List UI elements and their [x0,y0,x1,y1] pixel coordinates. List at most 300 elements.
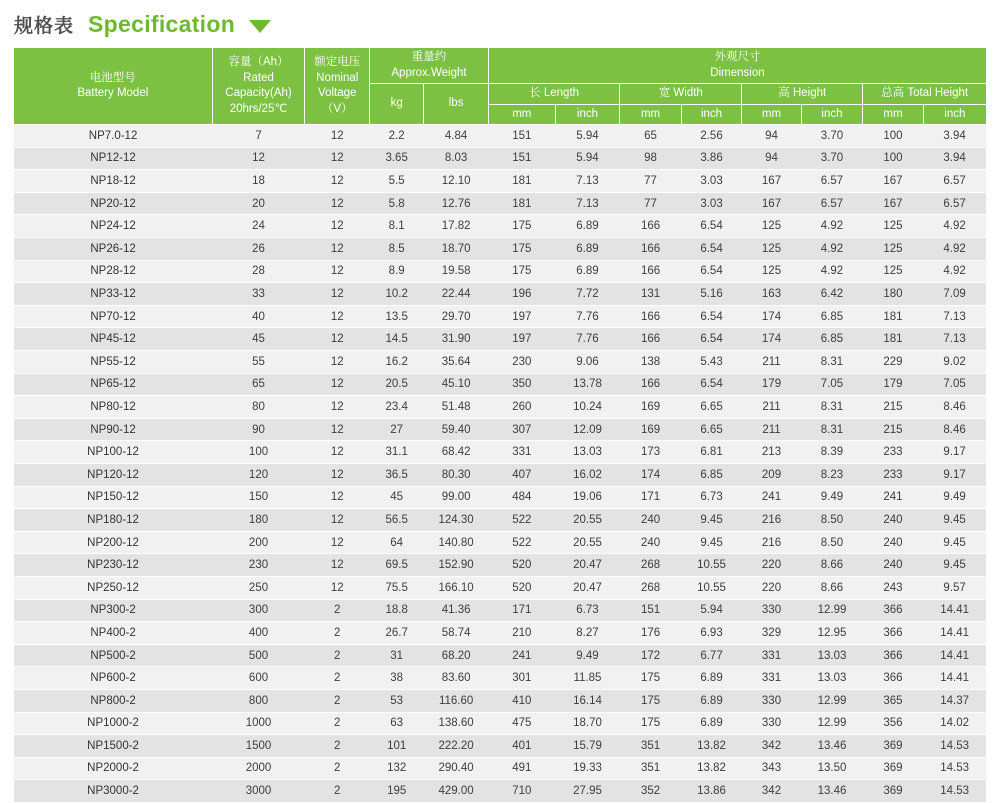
cell-weight-kg: 13.5 [370,305,424,328]
cell-total-height-inch: 7.13 [923,328,986,351]
cell-height-inch: 8.31 [801,418,863,441]
cell-rated-capacity: 55 [212,351,305,374]
cell-total-height-inch: 14.41 [923,622,986,645]
cell-height-mm: 94 [742,125,801,148]
table-row [14,260,986,283]
cell-height-inch: 8.50 [801,509,863,532]
header-capacity-en1: Rated [243,71,274,84]
cell-rated-capacity: 45 [212,328,305,351]
cell-total-height-inch: 4.92 [923,215,986,238]
specification-table [14,48,986,803]
cell-battery-model: NP2000-2 [14,757,212,780]
header-capacity-cn: 容量（Ah） [228,56,289,68]
header-capacity-en2: Capacity(Ah) [225,87,292,100]
cell-length-inch: 5.94 [555,125,620,148]
cell-rated-capacity: 90 [212,418,305,441]
cell-weight-lbs: 8.03 [424,147,489,170]
triangle-down-icon [249,20,271,33]
cell-rated-capacity: 1000 [212,712,305,735]
header-capacity-en3: 20hrs/25℃ [229,102,288,115]
cell-height-mm: 241 [742,486,801,509]
cell-width-mm: 173 [620,441,682,464]
cell-rated-capacity: 230 [212,554,305,577]
table-row [14,418,986,441]
cell-height-mm: 94 [742,147,801,170]
cell-nominal-voltage: 2 [305,780,370,803]
cell-length-inch: 5.94 [555,147,620,170]
cell-length-inch: 16.14 [555,689,620,712]
cell-rated-capacity: 7 [212,125,305,148]
table-row [14,644,986,667]
cell-length-mm: 520 [488,554,555,577]
header-battery-model-cn: 电池型号 [89,71,136,84]
cell-nominal-voltage: 12 [305,396,370,419]
cell-weight-lbs: 19.58 [424,260,489,283]
cell-weight-kg: 31.1 [370,441,424,464]
cell-width-mm: 131 [620,283,682,306]
cell-rated-capacity: 65 [212,373,305,396]
cell-height-inch: 8.23 [801,463,863,486]
cell-length-mm: 491 [488,757,555,780]
header-total-height-inch: inch [923,104,986,125]
cell-length-mm: 230 [488,351,555,374]
cell-total-height-mm: 366 [863,622,923,645]
cell-length-mm: 331 [488,441,555,464]
cell-width-inch: 5.16 [681,283,741,306]
cell-length-inch: 7.13 [555,192,620,215]
cell-height-mm: 174 [742,305,801,328]
table-row [14,441,986,464]
cell-total-height-mm: 369 [863,780,923,803]
cell-width-inch: 3.03 [681,192,741,215]
cell-height-mm: 213 [742,441,801,464]
cell-length-mm: 151 [488,125,555,148]
cell-total-height-inch: 4.92 [923,238,986,261]
cell-width-inch: 9.45 [681,531,741,554]
cell-width-mm: 175 [620,667,682,690]
cell-battery-model: NP70-12 [14,305,212,328]
table-row [14,147,986,170]
cell-width-mm: 166 [620,373,682,396]
cell-height-mm: 216 [742,531,801,554]
cell-total-height-mm: 366 [863,667,923,690]
cell-rated-capacity: 200 [212,531,305,554]
cell-battery-model: NP65-12 [14,373,212,396]
cell-height-mm: 331 [742,644,801,667]
cell-weight-kg: 53 [370,689,424,712]
table-row [14,351,986,374]
cell-width-inch: 6.89 [681,689,741,712]
table-row [14,757,986,780]
table-row [14,328,986,351]
cell-length-mm: 484 [488,486,555,509]
header-dimension [488,48,986,84]
cell-width-inch: 6.65 [681,418,741,441]
cell-width-mm: 268 [620,554,682,577]
cell-battery-model: NP200-12 [14,531,212,554]
cell-battery-model: NP800-2 [14,689,212,712]
cell-battery-model: NP600-2 [14,667,212,690]
cell-total-height-inch: 9.57 [923,576,986,599]
cell-length-mm: 301 [488,667,555,690]
cell-weight-lbs: 59.40 [424,418,489,441]
cell-total-height-mm: 366 [863,599,923,622]
cell-total-height-mm: 369 [863,735,923,758]
cell-nominal-voltage: 12 [305,305,370,328]
cell-battery-model: NP250-12 [14,576,212,599]
cell-width-inch: 6.81 [681,441,741,464]
cell-nominal-voltage: 12 [305,147,370,170]
cell-total-height-mm: 233 [863,441,923,464]
cell-rated-capacity: 28 [212,260,305,283]
cell-total-height-inch: 9.17 [923,463,986,486]
cell-rated-capacity: 800 [212,689,305,712]
cell-height-mm: 179 [742,373,801,396]
cell-rated-capacity: 150 [212,486,305,509]
cell-height-mm: 330 [742,712,801,735]
cell-weight-kg: 14.5 [370,328,424,351]
cell-length-mm: 522 [488,531,555,554]
cell-weight-kg: 16.2 [370,351,424,374]
header-weight-kg: kg [370,84,424,125]
cell-battery-model: NP33-12 [14,283,212,306]
cell-width-mm: 166 [620,305,682,328]
table-row [14,125,986,148]
cell-weight-lbs: 222.20 [424,735,489,758]
cell-weight-kg: 20.5 [370,373,424,396]
cell-width-mm: 351 [620,735,682,758]
cell-height-mm: 209 [742,463,801,486]
cell-width-inch: 6.54 [681,305,741,328]
cell-total-height-mm: 180 [863,283,923,306]
cell-height-inch: 6.57 [801,192,863,215]
cell-height-inch: 8.66 [801,554,863,577]
table-header [14,48,986,125]
cell-height-mm: 220 [742,576,801,599]
cell-length-inch: 20.47 [555,554,620,577]
cell-weight-kg: 75.5 [370,576,424,599]
cell-weight-kg: 5.5 [370,170,424,193]
cell-width-inch: 6.54 [681,215,741,238]
table-row [14,486,986,509]
cell-width-mm: 172 [620,644,682,667]
cell-length-inch: 12.09 [555,418,620,441]
cell-rated-capacity: 300 [212,599,305,622]
header-rated-capacity [212,48,305,125]
cell-width-inch: 6.77 [681,644,741,667]
cell-total-height-mm: 125 [863,215,923,238]
cell-nominal-voltage: 2 [305,599,370,622]
cell-height-inch: 3.70 [801,147,863,170]
cell-weight-kg: 132 [370,757,424,780]
cell-width-inch: 6.54 [681,238,741,261]
cell-length-mm: 151 [488,147,555,170]
table-row [14,463,986,486]
table-row [14,509,986,532]
cell-battery-model: NP28-12 [14,260,212,283]
cell-length-mm: 175 [488,238,555,261]
header-length: 长 Length [488,84,619,105]
cell-total-height-mm: 125 [863,238,923,261]
cell-weight-lbs: 29.70 [424,305,489,328]
cell-length-inch: 13.03 [555,441,620,464]
cell-width-inch: 6.54 [681,260,741,283]
cell-weight-kg: 36.5 [370,463,424,486]
cell-height-inch: 8.31 [801,351,863,374]
cell-nominal-voltage: 12 [305,441,370,464]
cell-weight-kg: 10.2 [370,283,424,306]
cell-length-inch: 20.55 [555,531,620,554]
cell-rated-capacity: 80 [212,396,305,419]
cell-length-inch: 20.55 [555,509,620,532]
cell-weight-kg: 69.5 [370,554,424,577]
cell-battery-model: NP3000-2 [14,780,212,803]
table-row [14,599,986,622]
cell-total-height-mm: 229 [863,351,923,374]
cell-weight-lbs: 166.10 [424,576,489,599]
cell-weight-kg: 23.4 [370,396,424,419]
cell-nominal-voltage: 12 [305,238,370,261]
cell-total-height-mm: 243 [863,576,923,599]
cell-battery-model: NP180-12 [14,509,212,532]
cell-nominal-voltage: 12 [305,509,370,532]
cell-width-inch: 5.94 [681,599,741,622]
cell-width-mm: 166 [620,215,682,238]
cell-total-height-inch: 3.94 [923,125,986,148]
cell-height-inch: 4.92 [801,260,863,283]
cell-total-height-mm: 233 [863,463,923,486]
cell-width-mm: 166 [620,328,682,351]
table-row [14,735,986,758]
header-battery-model-en: Battery Model [77,87,149,100]
cell-battery-model: NP400-2 [14,622,212,645]
cell-total-height-mm: 369 [863,757,923,780]
cell-width-mm: 175 [620,689,682,712]
cell-height-inch: 12.99 [801,712,863,735]
cell-width-inch: 9.45 [681,509,741,532]
cell-height-mm: 330 [742,599,801,622]
cell-nominal-voltage: 12 [305,486,370,509]
table-row [14,283,986,306]
cell-length-inch: 7.76 [555,328,620,351]
cell-total-height-mm: 125 [863,260,923,283]
cell-length-mm: 175 [488,260,555,283]
cell-height-inch: 4.92 [801,238,863,261]
header-row-1 [14,48,986,84]
cell-weight-lbs: 45.10 [424,373,489,396]
cell-total-height-mm: 366 [863,644,923,667]
cell-weight-lbs: 99.00 [424,486,489,509]
cell-battery-model: NP1500-2 [14,735,212,758]
table-row [14,373,986,396]
cell-total-height-mm: 167 [863,192,923,215]
cell-length-inch: 16.02 [555,463,620,486]
cell-nominal-voltage: 12 [305,328,370,351]
cell-height-mm: 216 [742,509,801,532]
cell-length-inch: 6.73 [555,599,620,622]
cell-total-height-mm: 215 [863,396,923,419]
cell-weight-lbs: 31.90 [424,328,489,351]
cell-width-inch: 2.56 [681,125,741,148]
cell-width-inch: 6.65 [681,396,741,419]
cell-width-mm: 98 [620,147,682,170]
cell-length-inch: 6.89 [555,215,620,238]
cell-weight-lbs: 41.36 [424,599,489,622]
cell-total-height-inch: 9.45 [923,509,986,532]
cell-weight-lbs: 138.60 [424,712,489,735]
cell-weight-kg: 195 [370,780,424,803]
cell-total-height-inch: 7.05 [923,373,986,396]
cell-height-mm: 163 [742,283,801,306]
cell-length-mm: 175 [488,215,555,238]
cell-length-mm: 241 [488,644,555,667]
cell-rated-capacity: 18 [212,170,305,193]
cell-total-height-mm: 100 [863,125,923,148]
cell-length-mm: 197 [488,328,555,351]
cell-nominal-voltage: 2 [305,667,370,690]
cell-weight-lbs: 116.60 [424,689,489,712]
cell-weight-kg: 38 [370,667,424,690]
cell-length-inch: 27.95 [555,780,620,803]
header-height-mm: mm [742,104,801,125]
cell-weight-lbs: 124.30 [424,509,489,532]
cell-length-mm: 196 [488,283,555,306]
cell-battery-model: NP26-12 [14,238,212,261]
cell-weight-kg: 8.1 [370,215,424,238]
cell-weight-lbs: 429.00 [424,780,489,803]
cell-total-height-inch: 4.92 [923,260,986,283]
cell-length-mm: 181 [488,170,555,193]
cell-height-inch: 6.85 [801,305,863,328]
cell-height-inch: 8.31 [801,396,863,419]
cell-total-height-inch: 14.53 [923,780,986,803]
page-title-cn: 规格表 [14,15,75,37]
cell-width-inch: 13.82 [681,735,741,758]
cell-total-height-inch: 6.57 [923,170,986,193]
cell-length-inch: 11.85 [555,667,620,690]
cell-weight-kg: 64 [370,531,424,554]
cell-height-inch: 9.49 [801,486,863,509]
table-row [14,689,986,712]
cell-width-mm: 352 [620,780,682,803]
cell-width-mm: 176 [620,622,682,645]
cell-length-inch: 18.70 [555,712,620,735]
cell-length-mm: 181 [488,192,555,215]
cell-width-mm: 240 [620,531,682,554]
cell-nominal-voltage: 12 [305,283,370,306]
table-row [14,554,986,577]
cell-width-mm: 77 [620,192,682,215]
cell-weight-kg: 101 [370,735,424,758]
cell-rated-capacity: 400 [212,622,305,645]
cell-battery-model: NP500-2 [14,644,212,667]
cell-width-inch: 3.03 [681,170,741,193]
cell-width-mm: 138 [620,351,682,374]
header-dimension-cn: 外观尺寸 [714,51,761,63]
cell-total-height-mm: 181 [863,328,923,351]
header-voltage-en1: Nominal [316,71,359,84]
cell-length-inch: 20.47 [555,576,620,599]
cell-total-height-inch: 14.53 [923,757,986,780]
cell-width-mm: 174 [620,463,682,486]
cell-weight-lbs: 22.44 [424,283,489,306]
header-total-height: 总高 Total Height [863,84,986,105]
cell-weight-lbs: 58.74 [424,622,489,645]
cell-battery-model: NP55-12 [14,351,212,374]
cell-rated-capacity: 180 [212,509,305,532]
cell-height-inch: 6.85 [801,328,863,351]
cell-weight-lbs: 290.40 [424,757,489,780]
cell-battery-model: NP12-12 [14,147,212,170]
cell-length-inch: 7.72 [555,283,620,306]
cell-total-height-inch: 7.13 [923,305,986,328]
cell-length-mm: 197 [488,305,555,328]
header-battery-model [14,48,212,125]
cell-width-inch: 6.73 [681,486,741,509]
cell-weight-lbs: 35.64 [424,351,489,374]
cell-total-height-inch: 14.41 [923,667,986,690]
cell-nominal-voltage: 12 [305,554,370,577]
cell-nominal-voltage: 2 [305,735,370,758]
cell-nominal-voltage: 12 [305,463,370,486]
cell-weight-lbs: 80.30 [424,463,489,486]
cell-width-mm: 169 [620,418,682,441]
cell-total-height-inch: 8.46 [923,418,986,441]
cell-width-mm: 240 [620,509,682,532]
cell-length-inch: 8.27 [555,622,620,645]
header-width-inch: inch [681,104,741,125]
table-row [14,215,986,238]
header-width-mm: mm [620,104,682,125]
cell-rated-capacity: 20 [212,192,305,215]
cell-weight-kg: 56.5 [370,509,424,532]
cell-total-height-inch: 9.49 [923,486,986,509]
cell-length-mm: 307 [488,418,555,441]
header-weight-en: Approx.Weight [391,66,467,79]
cell-total-height-mm: 215 [863,418,923,441]
header-voltage-en2: Voltage [318,87,357,100]
cell-height-inch: 8.66 [801,576,863,599]
cell-total-height-inch: 14.37 [923,689,986,712]
cell-total-height-mm: 240 [863,531,923,554]
cell-weight-kg: 27 [370,418,424,441]
cell-weight-kg: 3.65 [370,147,424,170]
cell-width-mm: 171 [620,486,682,509]
page-title-en: Specification [88,10,236,37]
cell-weight-lbs: 18.70 [424,238,489,261]
cell-height-mm: 174 [742,328,801,351]
cell-weight-kg: 45 [370,486,424,509]
cell-length-inch: 15.79 [555,735,620,758]
cell-length-mm: 407 [488,463,555,486]
cell-rated-capacity: 600 [212,667,305,690]
cell-height-inch: 12.95 [801,622,863,645]
header-dimension-en: Dimension [710,66,765,79]
cell-total-height-inch: 14.53 [923,735,986,758]
cell-length-mm: 350 [488,373,555,396]
cell-width-mm: 151 [620,599,682,622]
cell-width-mm: 65 [620,125,682,148]
cell-rated-capacity: 500 [212,644,305,667]
cell-weight-kg: 18.8 [370,599,424,622]
cell-weight-kg: 63 [370,712,424,735]
cell-height-mm: 211 [742,418,801,441]
cell-rated-capacity: 2000 [212,757,305,780]
cell-nominal-voltage: 2 [305,644,370,667]
cell-total-height-inch: 8.46 [923,396,986,419]
header-height-inch: inch [801,104,863,125]
table-row [14,576,986,599]
